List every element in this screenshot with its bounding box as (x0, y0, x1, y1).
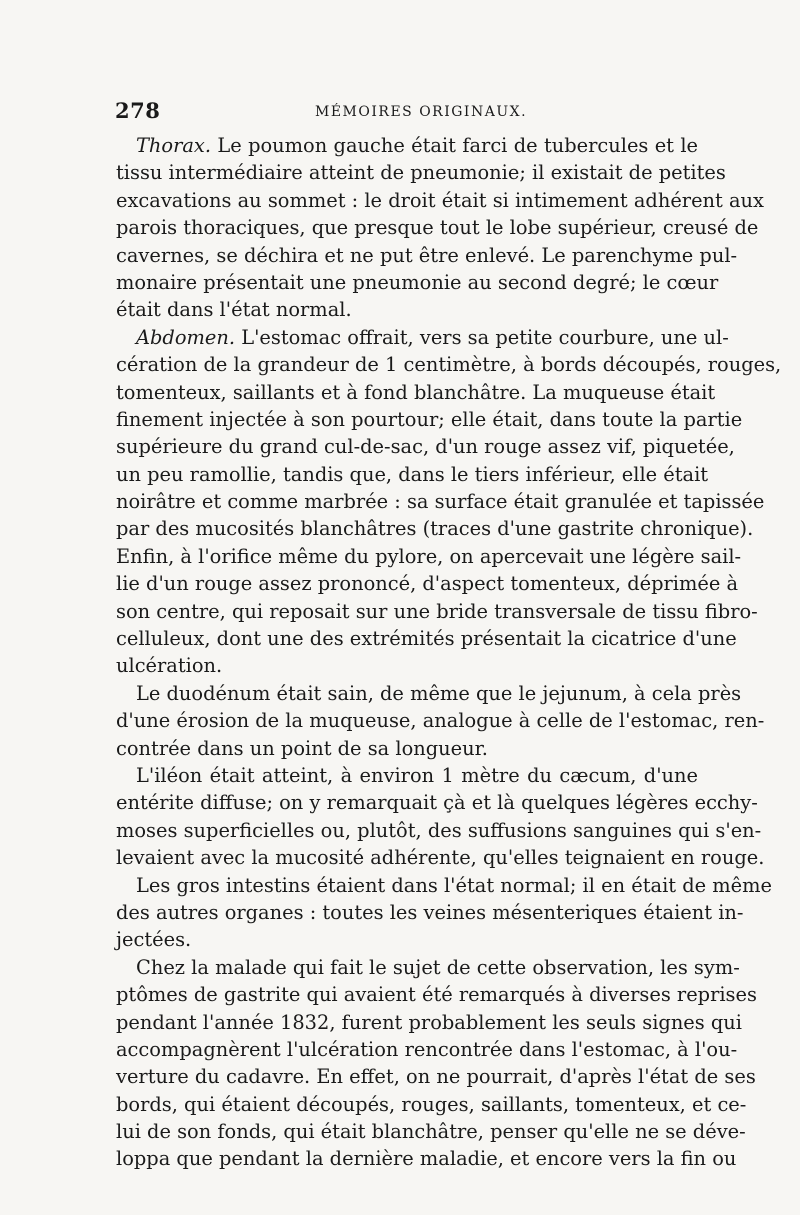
text-line (116, 214, 759, 241)
text-line (116, 1063, 756, 1090)
line-text: contrée dans un point de sa longueur. (116, 736, 488, 760)
line-text: lie d'un rouge assez prononcé, d'aspect tomenteux, déprimée à (116, 572, 739, 596)
text-line (116, 461, 709, 488)
text-line (116, 515, 754, 542)
running-head: MÉMOIRES ORIGINAUX. (315, 104, 528, 120)
text-line (116, 296, 698, 323)
text-line (116, 735, 698, 762)
text-line (116, 1118, 746, 1145)
line-text: par des mucosités blanchâtres (traces d'une gastrite chronique). (116, 517, 754, 541)
line-text: entérite diffuse; on y remarquait çà et là quelques légères ecchy- (116, 791, 758, 815)
text-line (116, 680, 742, 707)
section-lead: Abdomen. (136, 325, 236, 349)
text-line (116, 324, 729, 351)
line-text: supérieure du grand cul-de-sac, d'un rouge assez vif, piquetée, (116, 435, 735, 459)
line-text: celluleux, dont une des extrémités présentait la cicatrice d'une (116, 627, 737, 651)
line-text: pendant l'année 1832, furent probablement les seuls signes qui (116, 1010, 743, 1034)
line-text: bords, qui étaient découpés, rouges, saillants, tomenteux, et ce- (116, 1092, 747, 1116)
text-line (116, 926, 698, 953)
text-line (116, 707, 765, 734)
line-text: monaire présentait une pneumonie au second degré; le cœur (116, 270, 719, 294)
line-text: excavations au sommet : le droit était si intimement adhérent aux (116, 188, 764, 212)
line-text: verture du cadavre. En effet, on ne pourrait, d'après l'état de ses (116, 1065, 756, 1089)
text-line (116, 132, 698, 159)
line-text: L'estomac offrait, vers sa petite courbure, une ul- (235, 325, 729, 349)
text-line (116, 899, 744, 926)
text-line (116, 406, 743, 433)
line-text: lui de son fonds, qui était blanchâtre, penser qu'elle ne se déve- (116, 1120, 746, 1144)
text-line (116, 433, 735, 460)
text-line (116, 844, 765, 871)
line-text: cération de la grandeur de 1 centimètre, à bords découpés, rouges, (116, 353, 782, 377)
text-line (116, 1091, 747, 1118)
page-header (115, 98, 695, 128)
line-text: loppa que pendant la dernière maladie, et encore vers la fin ou (116, 1147, 737, 1171)
text-line (116, 762, 698, 789)
text-line (116, 789, 758, 816)
text-line (116, 1009, 743, 1036)
text-line (116, 269, 719, 296)
line-text: Le poumon gauche était farci de tubercules et le (211, 134, 698, 157)
body-text (116, 132, 782, 1173)
line-text: parois thoraciques, que presque tout le lobe supérieur, creusé de (116, 216, 759, 240)
line-text: était dans l'état normal. (116, 298, 352, 322)
line-text: tissu intermédiaire atteint de pneumonie; il existait de petites (116, 161, 726, 185)
line-text: noirâtre et comme marbrée : sa surface était granulée et tapissée (116, 490, 765, 514)
line-text: un peu ramollie, tandis que, dans le tiers inférieur, elle était (116, 462, 709, 486)
section-lead: Thorax. (136, 134, 212, 157)
line-text: Chez la malade qui fait le sujet de cette observation, les sym- (136, 955, 740, 979)
text-line (116, 242, 738, 269)
text-line (116, 817, 762, 844)
text-line (116, 872, 773, 899)
text-line (116, 1036, 738, 1063)
line-text: L'iléon était atteint, à environ 1 mètre du cæcum, d'une (136, 763, 698, 787)
text-line (116, 187, 764, 214)
line-text: finement injectée à son pourtour; elle était, dans toute la partie (116, 407, 743, 431)
line-text: Le duodénum était sain, de même que le jejunum, à cela près (136, 681, 742, 705)
line-text: Enfin, à l'orifice même du pylore, on apercevait une légère sail- (116, 544, 742, 568)
line-text: moses superficielles ou, plutôt, des suffusions sanguines qui s'en- (116, 818, 762, 842)
text-line (116, 570, 739, 597)
line-text: d'une érosion de la muqueuse, analogue à celle de l'estomac, ren- (116, 709, 765, 733)
text-line (116, 543, 742, 570)
line-text: Les gros intestins étaient dans l'état normal; il en était de même (136, 873, 773, 897)
line-text: tomenteux, saillants et à fond blanchâtre. La muqueuse était (116, 380, 716, 404)
line-text: son centre, qui reposait sur une bride transversale de tissu fibro- (116, 599, 758, 623)
line-text: ulcération. (116, 654, 223, 678)
line-text: accompagnèrent l'ulcération rencontrée dans l'estomac, à l'ou- (116, 1037, 738, 1061)
text-line (116, 954, 740, 981)
page-number: 278 (115, 98, 161, 123)
line-text: jectées. (116, 928, 192, 952)
text-line (116, 351, 782, 378)
text-line (116, 652, 698, 679)
text-line (116, 488, 765, 515)
text-line (116, 625, 737, 652)
text-line (116, 159, 726, 186)
text-line (116, 379, 716, 406)
line-text: cavernes, se déchira et ne put être enlevé. Le parenchyme pul- (116, 243, 738, 267)
text-line (116, 981, 757, 1008)
line-text: levaient avec la mucosité adhérente, qu'elles teignaient en rouge. (116, 846, 765, 870)
text-line (116, 1145, 737, 1172)
line-text: des autres organes : toutes les veines mésenteriques étaient in- (116, 900, 744, 924)
line-text: ptômes de gastrite qui avaient été remarqués à diverses reprises (116, 983, 757, 1007)
text-line (116, 598, 758, 625)
